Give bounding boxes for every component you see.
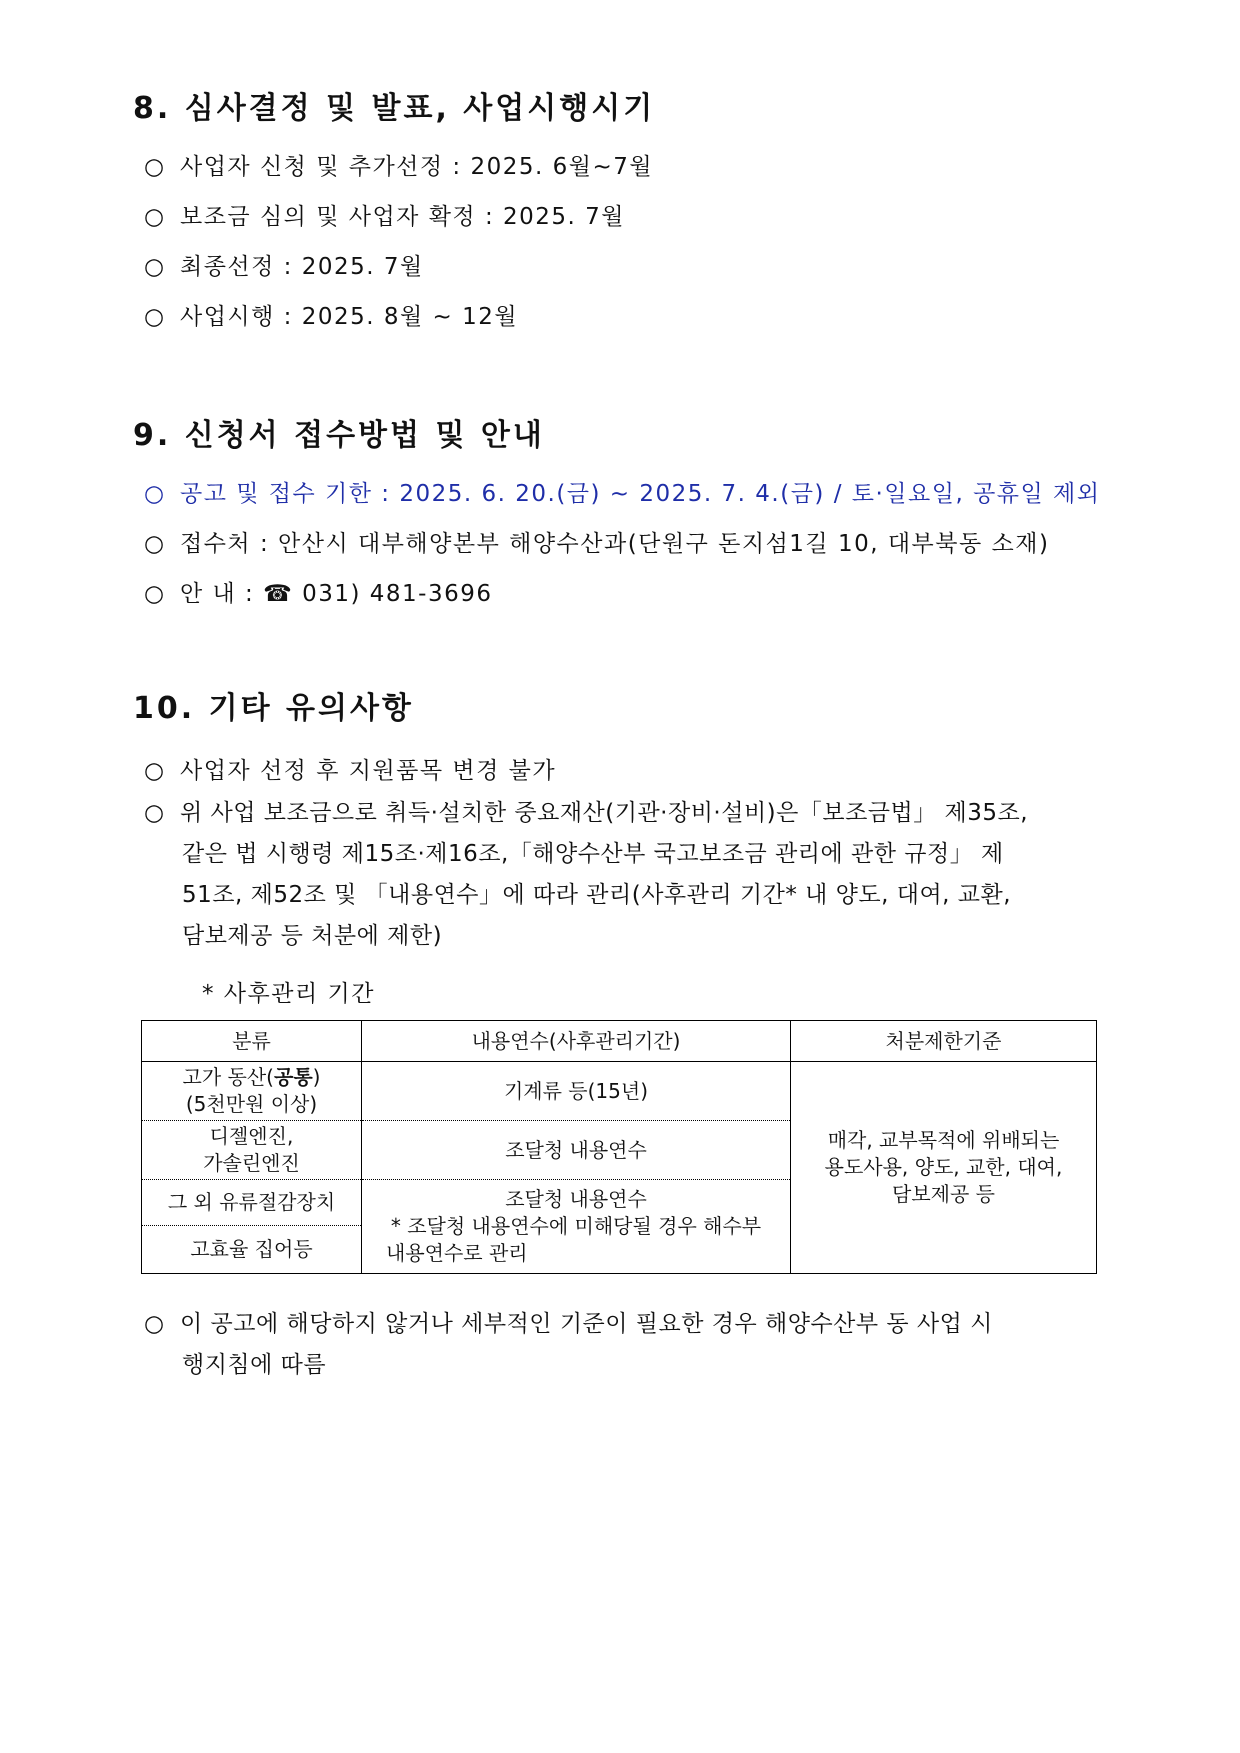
circle-bullet-icon: ○ (144, 758, 166, 784)
table-note: * 사후관리 기간 (202, 981, 375, 1007)
reception-item: ○ 접수처 : 안산시 대부해양본부 해양수산과(단원구 돈지섬1길 10, 대부북동 소재) (144, 531, 1050, 557)
section-9-title: 9. 신청서 접수방법 및 안내 (133, 418, 545, 453)
disposal-restriction-table (141, 1020, 1097, 1274)
circle-bullet-icon: ○ (144, 531, 166, 557)
circle-bullet-icon: ○ (144, 254, 166, 280)
list-item: ○ 최종선정 : 2025. 7월 (144, 254, 424, 280)
list-item: ○ 보조금 심의 및 사업자 확정 : 2025. 7월 (144, 204, 626, 230)
table-cell: 고효율 집어등 (142, 1226, 362, 1274)
list-item: ○ 사업자 선정 후 지원품목 변경 불가 (144, 758, 557, 784)
circle-bullet-icon: ○ (144, 1311, 165, 1337)
table-cell: 디젤엔진, 가솔린엔진 (142, 1121, 362, 1180)
circle-bullet-icon: ○ (144, 304, 166, 330)
table-cell: 고가 동산(공통) (5천만원 이상) (142, 1062, 362, 1121)
table-cell: 매각, 교부목적에 위배되는 용도사용, 양도, 교한, 대여, 담보제공 등 (791, 1062, 1097, 1274)
table-cell: 조달청 내용연수 * 조달청 내용연수에 미해당될 경우 해수부 내용연수로 관리 (362, 1180, 791, 1274)
table-header-row (142, 1021, 1097, 1062)
contact-item: ○ 안 내 : ☎ 031) 481-3696 (144, 581, 493, 607)
circle-bullet-icon: ○ (144, 154, 166, 180)
table-row (142, 1062, 1097, 1121)
section-8-title: 8. 심사결정 및 발표, 사업시행시기 (133, 91, 656, 126)
list-item: ○ 사업자 신청 및 추가선정 : 2025. 6월~7월 (144, 154, 654, 180)
table-cell: 조달청 내용연수 (362, 1121, 791, 1180)
section-10-title: 10. 기타 유의사항 (133, 691, 414, 726)
circle-bullet-icon: ○ (144, 581, 166, 607)
asset-management-paragraph: ○ 위 사업 보조금으로 취득·설치한 중요재산(기관·장비·설비)은「보조금법」 제35조, 같은 법 시행령 제15조·제16조,「해양수산부 국고보조금 관리에 관한 규정」 제 51조, 제52조 및 「내용연수」에 따라 관리(사후관리 기간* 내 양도, 대여, 교환, 담보제공 등 처분에 제한) (144, 793, 1124, 957)
column-header: 분류 (142, 1021, 362, 1062)
circle-bullet-icon: ○ (144, 800, 165, 826)
circle-bullet-icon: ○ (144, 204, 166, 230)
table-cell: 그 외 유류절감장치 (142, 1180, 362, 1226)
circle-bullet-icon: ○ (144, 481, 166, 507)
list-item: ○ 사업시행 : 2025. 8월 ~ 12월 (144, 304, 519, 330)
table-cell: 기계류 등(15년) (362, 1062, 791, 1121)
column-header: 내용연수(사후관리기간) (362, 1021, 791, 1062)
guideline-paragraph: ○ 이 공고에 해당하지 않거나 세부적인 기준이 필요한 경우 해양수산부 동 사업 시 행지침에 따름 (144, 1304, 1124, 1386)
deadline-item: ○ 공고 및 접수 기한 : 2025. 6. 20.(금) ~ 2025. 7. 4.(금) / 토·일요일, 공휴일 제외 (144, 481, 1101, 507)
column-header: 처분제한기준 (791, 1021, 1097, 1062)
